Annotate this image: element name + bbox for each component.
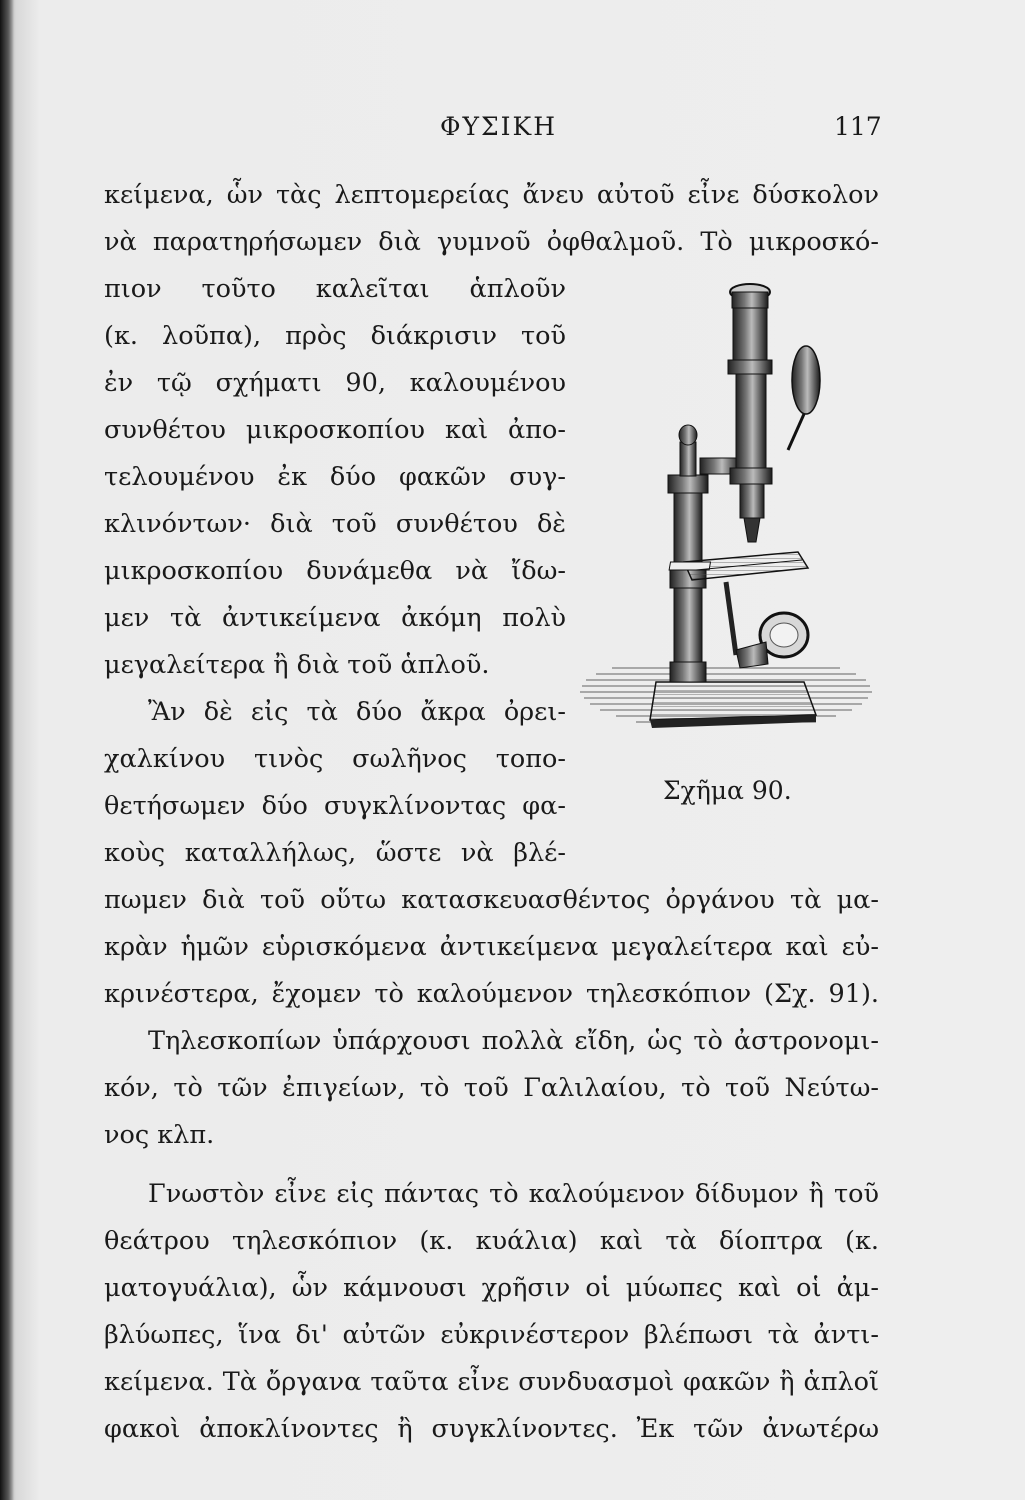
text-line: ματογυάλια), ὧν κάμνουσι χρῆσιν οἱ μύωπες καὶ οἱ ἀμ- bbox=[104, 1273, 879, 1303]
text-line: κείμενα, ὧν τὰς λεπτομερείας ἄνευ αὐτοῦ εἶνε δύσκολον bbox=[104, 180, 879, 210]
running-head-title: ΦΥΣΙΚΗ bbox=[440, 112, 558, 141]
figure-caption: Σχῆμα 90. bbox=[663, 776, 792, 805]
text-line: συνθέτου μικροσκοπίου καὶ ἀπο- bbox=[104, 415, 566, 445]
text-line: νος κλπ. bbox=[104, 1120, 215, 1150]
text-line: Ἂν δὲ εἰς τὰ δύο ἄκρα ὀρει- bbox=[148, 697, 566, 727]
text-line: κλινόντων· διὰ τοῦ συνθέτου δὲ bbox=[104, 509, 566, 539]
text-line: νὰ παρατηρήσωμεν διὰ γυμνοῦ ὀφθαλμοῦ. Τὸ μικροσκό- bbox=[104, 227, 879, 257]
text-line: θετήσωμεν δύο συγκλίνοντας φα- bbox=[104, 791, 566, 821]
text-line: κόν, τὸ τῶν ἐπιγείων, τὸ τοῦ Γαλιλαίου, τὸ τοῦ Νεύτω- bbox=[104, 1073, 879, 1103]
text-line: μεν τὰ ἀντικείμενα ἀκόμη πολὺ bbox=[104, 603, 566, 633]
text-line: μεγαλείτερα ἢ διὰ τοῦ ἁπλοῦ. bbox=[104, 650, 490, 680]
text-line: πιον τοῦτο καλεῖται ἁπλοῦν bbox=[104, 274, 566, 304]
text-line: πωμεν διὰ τοῦ οὕτω κατασκευασθέντος ὀργάνου τὰ μα- bbox=[104, 885, 879, 915]
text-line: κοὺς καταλλήλως, ὥστε νὰ βλέ- bbox=[104, 838, 566, 868]
microscope-illustration bbox=[576, 270, 876, 760]
text-line: κρινέστερα, ἔχομεν τὸ καλούμενον τηλεσκόπιον (Σχ. 91). bbox=[104, 979, 879, 1009]
text-line: κρὰν ἡμῶν εὑρισκόμενα ἀντικείμενα μεγαλείτερα καὶ εὐ- bbox=[104, 932, 879, 962]
text-line: θεάτρου τηλεσκόπιον (κ. κυάλια) καὶ τὰ δίοπτρα (κ. bbox=[104, 1226, 879, 1256]
page-number: 117 bbox=[834, 112, 882, 141]
page-binding-shadow bbox=[0, 0, 14, 1500]
text-line: φακοὶ ἀποκλίνοντες ἢ συγκλίνοντες. Ἐκ τῶν ἀνωτέρω bbox=[104, 1414, 879, 1444]
text-line: Γνωστὸν εἶνε εἰς πάντας τὸ καλούμενον δίδυμον ἢ τοῦ bbox=[148, 1179, 879, 1209]
text-line: τελουμένου ἐκ δύο φακῶν συγ- bbox=[104, 462, 566, 492]
text-line: μικροσκοπίου δυνάμεθα νὰ ἴδω- bbox=[104, 556, 566, 586]
microscope-figure bbox=[576, 270, 876, 760]
text-line: Τηλεσκοπίων ὑπάρχουσι πολλὰ εἴδη, ὡς τὸ ἀστρονομι- bbox=[148, 1026, 879, 1056]
text-line: (κ. λοῦπα), πρὸς διάκρισιν τοῦ bbox=[104, 321, 566, 351]
text-line: χαλκίνου τινὸς σωλῆνος τοπο- bbox=[104, 744, 566, 774]
running-head bbox=[0, 112, 1025, 148]
text-line: κείμενα. Τὰ ὄργανα ταῦτα εἶνε συνδυασμοὶ φακῶν ἢ ἁπλοῖ bbox=[104, 1367, 879, 1397]
text-line: ἐν τῷ σχήματι 90, καλουμένου bbox=[104, 368, 566, 398]
text-line: βλύωπες, ἵνα δι' αὐτῶν εὐκρινέστερον βλέπωσι τὰ ἀντι- bbox=[104, 1320, 879, 1350]
